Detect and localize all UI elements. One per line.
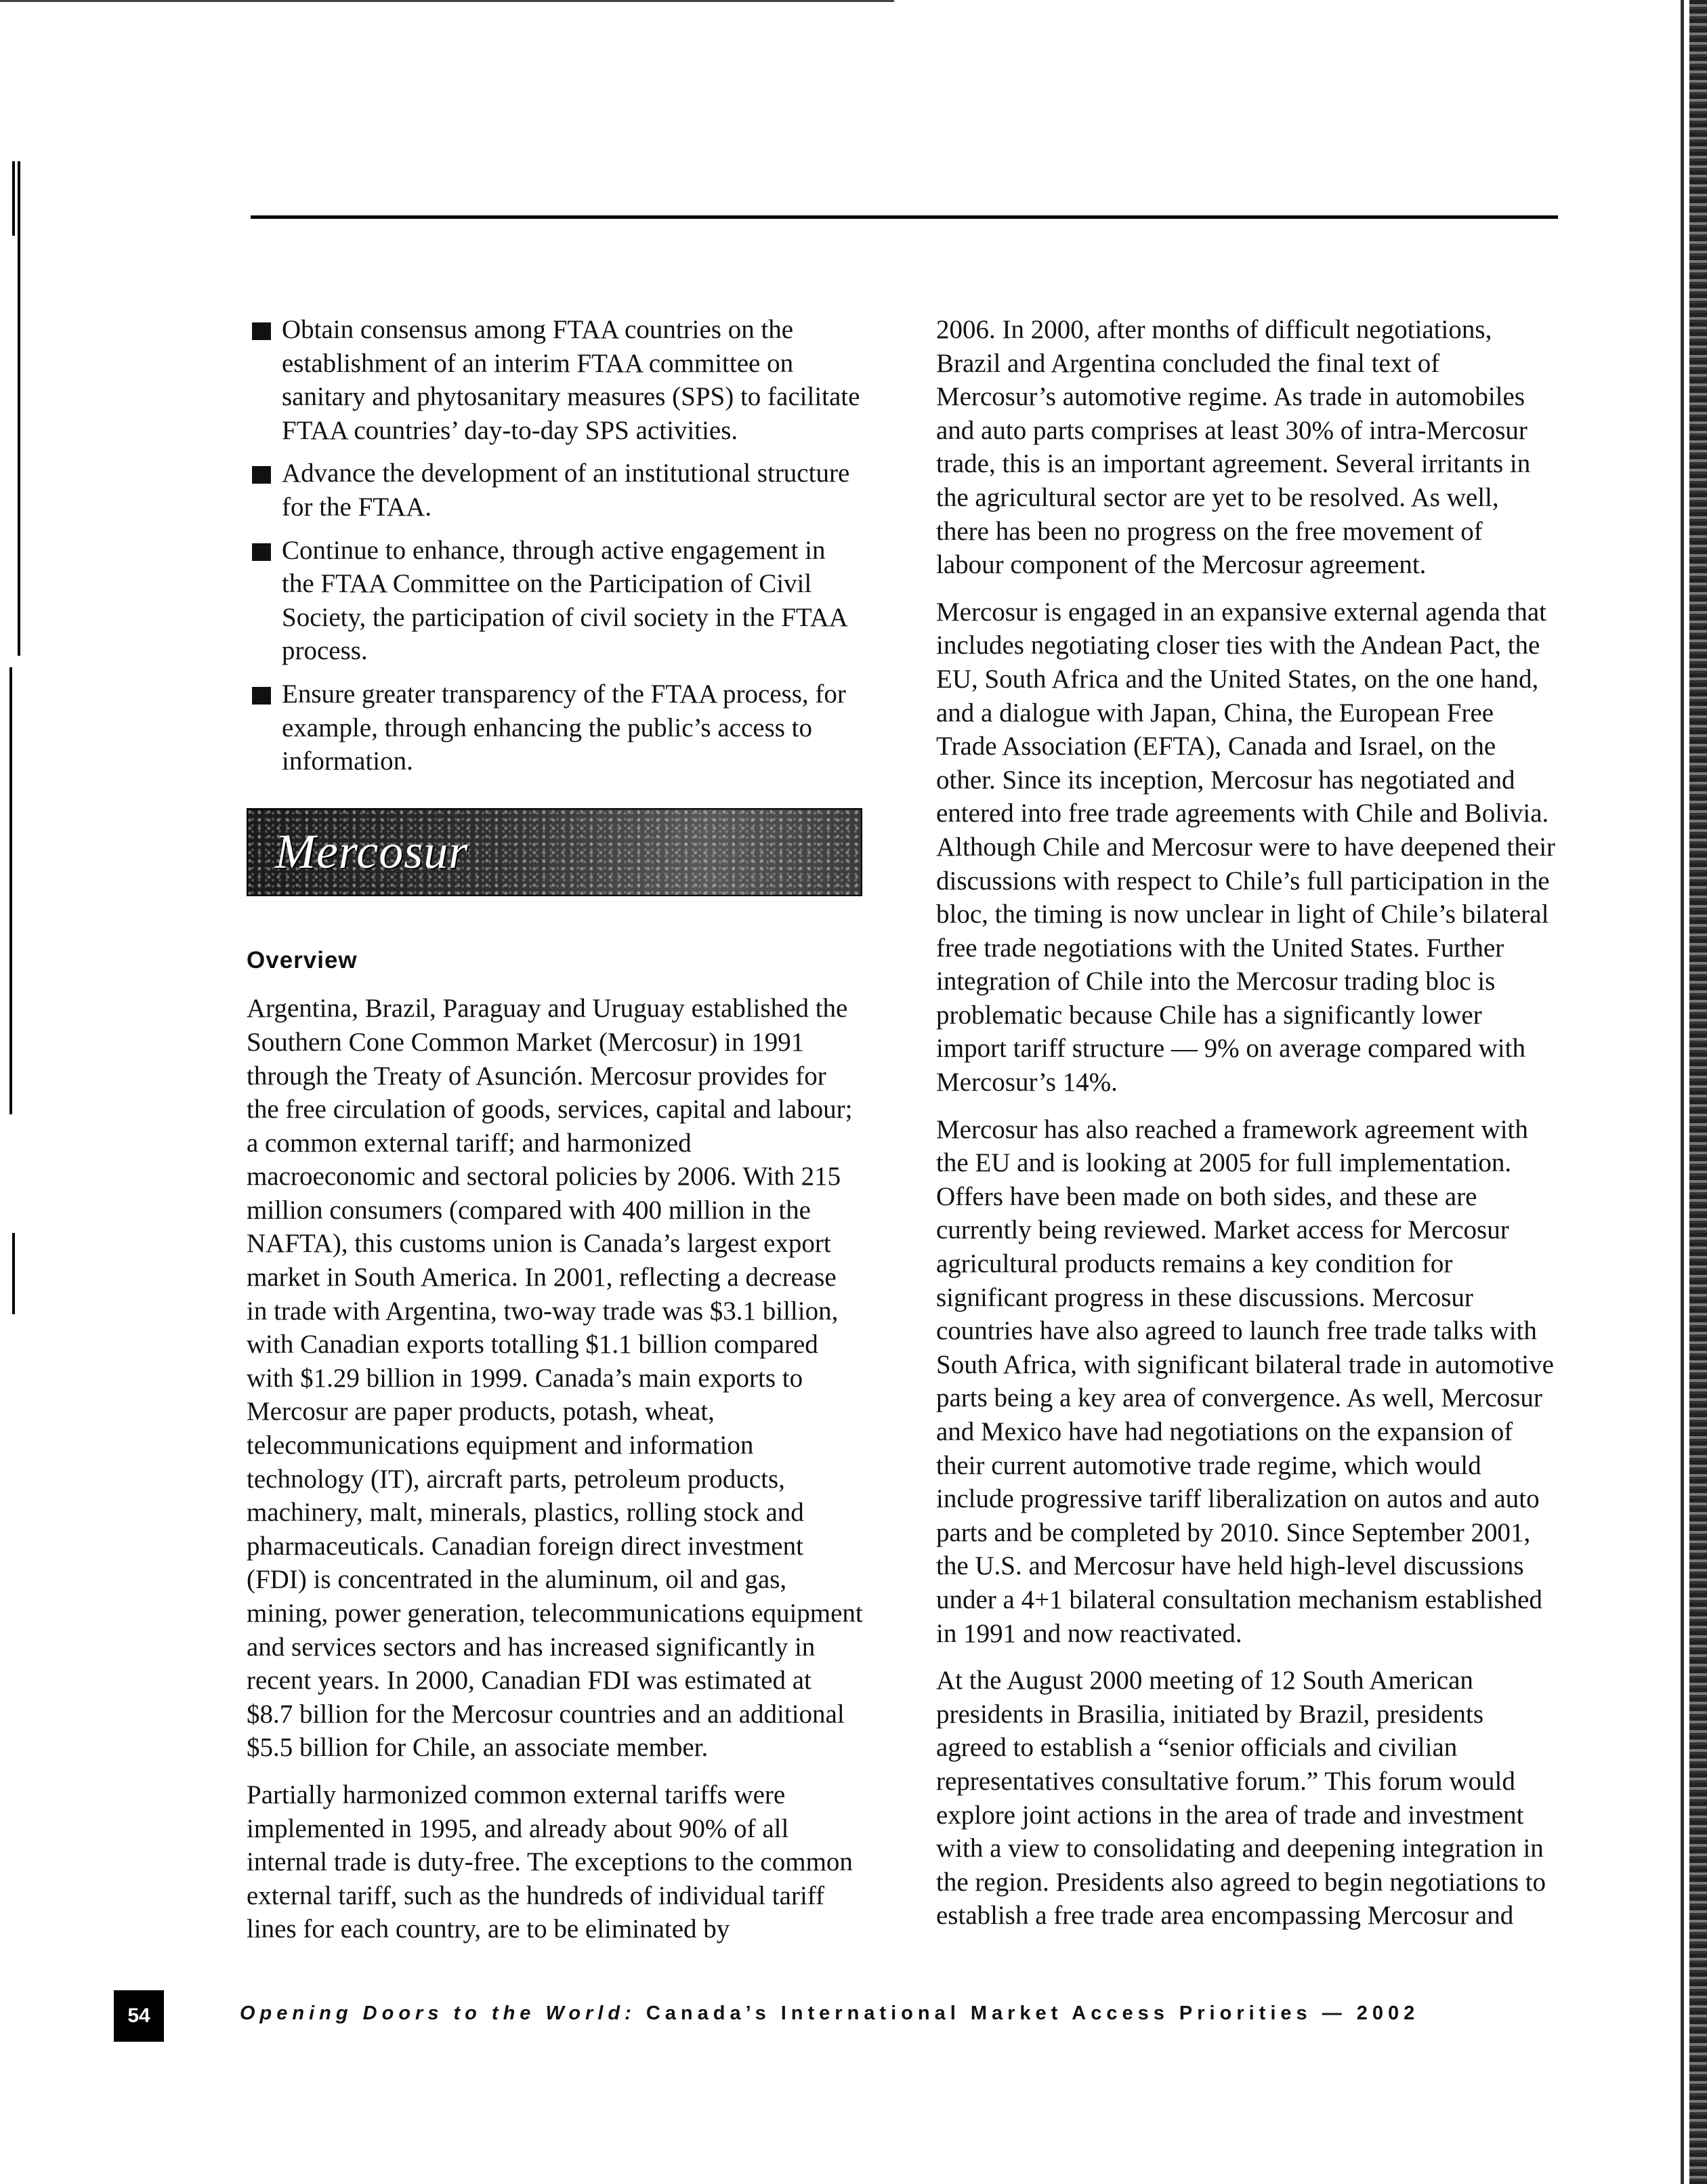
- body-paragraph: 2006. In 2000, after months of difficult negotiations, Brazil and Argentina concluded the final text of Mercosur’s automotive regime. As trade in automobiles and auto parts comprises at least 30% of intra-Mercosur trade, this is an important agreement. Several irritants in the agricultural sector are yet to be resolved. As well, there has been no progress on the free movement of labour component of the Mercosur agreement.: [936, 315, 1531, 580]
- bullet-item: [247, 313, 863, 447]
- margin-scan-line: [9, 667, 12, 1114]
- right-column: [936, 313, 1556, 1946]
- bullet-text: Continue to enhance, through active engagement in the FTAA Committee on the Participation of Civil Society, the participation of civil society in the FTAA process.: [282, 535, 847, 666]
- publication-title: Opening Doors to the World:: [240, 2002, 636, 2024]
- square-bullet-icon: [252, 466, 271, 484]
- body-paragraph: Argentina, Brazil, Paraguay and Uruguay established the Southern Cone Common Market (Mercosur) in 1991 through the Treaty of Asunción. Mercosur provides for the free circulation of goods, services, capital and labour; a common external tariff; and harmonized macroeconomic and sectoral policies by 2006. With 215 million consumers (compared with 400 million in the NAFTA), this customs union is Canada’s largest export market in South America. In 2001, reflecting a decrease in trade with Argentina, two-way trade was $3.1 billion, with Canadian exports totalling $1.1 billion compared with $1.29 billion in 1999. Canada’s main exports to Mercosur are paper products, potash, wheat, telecommunications equipment and information technology (IT), aircraft parts, petroleum products, machinery, malt, minerals, plastics, rolling stock and pharmaceuticals. Canadian foreign direct investment (FDI) is concentrated in the aluminum, oil and gas, mining, power generation, telecommunications equipment and services sectors and has increased significantly in recent years. In 2000, Canadian FDI was estimated at $8.7 billion for the Mercosur countries and an additional $5.5 billion for Chile, an associate member.: [247, 994, 863, 1763]
- body-paragraph: Mercosur has also reached a framework agreement with the EU and is looking at 2005 for full implementation. Offers have been made on both sides, and these are currently being reviewed. Market access for Mercosur agricultural products remains a key condition for significant progress in these discussions. Mercosur countries have also agreed to launch free trade talks with South Africa, with significant bilateral trade in automotive parts being a key area of convergence. As well, Mercosur and Mexico have had negotiations on the expansion of their current automotive trade regime, which would include progressive tariff liberalization on autos and auto parts and be completed by 2010. Since September 2001, the U.S. and Mercosur have held high-level discussions under a 4+1 bilateral consultation mechanism established in 1991 and now reactivated.: [936, 1114, 1554, 1648]
- page-footer: [114, 1990, 1536, 2044]
- square-bullet-icon: [252, 687, 271, 705]
- publication-subtitle: Canada’s International Market Access Priorities — 2002: [646, 2002, 1420, 2024]
- bullet-text: Advance the development of an institutional structure for the FTAA.: [282, 459, 850, 522]
- bullet-text: Obtain consensus among FTAA countries on the establishment of an interim FTAA committee on sanitary and phytosanitary measures (SPS) to facilitate FTAA countries’ day-to-day SPS activities.: [282, 315, 860, 445]
- bullet-item: [247, 457, 863, 524]
- body-paragraph: Partially harmonized common external tariffs were implemented in 1995, and already about 90% of all internal trade is duty-free. The exceptions to the common external tariff, such as the hundreds of individual tariff lines for each country, are to be eliminated by: [247, 1780, 853, 1944]
- margin-scan-line: [18, 161, 20, 656]
- overview-heading: Overview: [247, 946, 358, 973]
- page-number: 54: [114, 1990, 164, 2042]
- scan-edge-inner: [1681, 0, 1684, 2184]
- margin-scan-line: [12, 161, 15, 236]
- bullet-list: [247, 313, 863, 778]
- running-footer: [240, 2002, 1419, 2025]
- body-paragraph: Mercosur is engaged in an expansive external agenda that includes negotiating closer ties with the Andean Pact, the EU, South Africa and the United States, on the one hand, and a dialogue with Japan, China, the European Free Trade Association (EFTA), Canada and Israel, on the other. Since its inception, Mercosur has negotiated and entered into free trade agreements with Chile and Bolivia. Although Chile and Mercosur were to have deepened their discussions with respect to Chile’s full participation in the bloc, the timing is now unclear in light of Chile’s bilateral free trade negotiations with the United States. Further integration of Chile into the Mercosur trading bloc is problematic because Chile has a significantly lower import tariff structure — 9% on average compared with Mercosur’s 14%.: [936, 597, 1556, 1097]
- bullet-text: Ensure greater transparency of the FTAA process, for example, through enhancing the public’s access to information.: [282, 679, 846, 776]
- body-paragraph: At the August 2000 meeting of 12 South American presidents in Brasilia, initiated by Brazil, presidents agreed to establish a “senior officials and civilian representatives consultative forum.” This forum would explore joint actions in the area of trade and investment with a view to consolidating and deepening integration in the region. Presidents also agreed to begin negotiations to establish a free trade area encompassing Mercosur and: [936, 1666, 1546, 1931]
- left-column: [247, 313, 863, 1960]
- header-rule: [251, 215, 1558, 219]
- section-banner: [247, 808, 862, 896]
- square-bullet-icon: [252, 322, 271, 340]
- margin-scan-line: [12, 1233, 15, 1314]
- scan-edge: [1689, 0, 1707, 2184]
- top-edge-rule: [0, 0, 894, 2]
- section-title: Mercosur: [275, 824, 469, 879]
- bullet-item: [247, 534, 863, 668]
- bullet-item: [247, 677, 863, 778]
- square-bullet-icon: [252, 543, 271, 561]
